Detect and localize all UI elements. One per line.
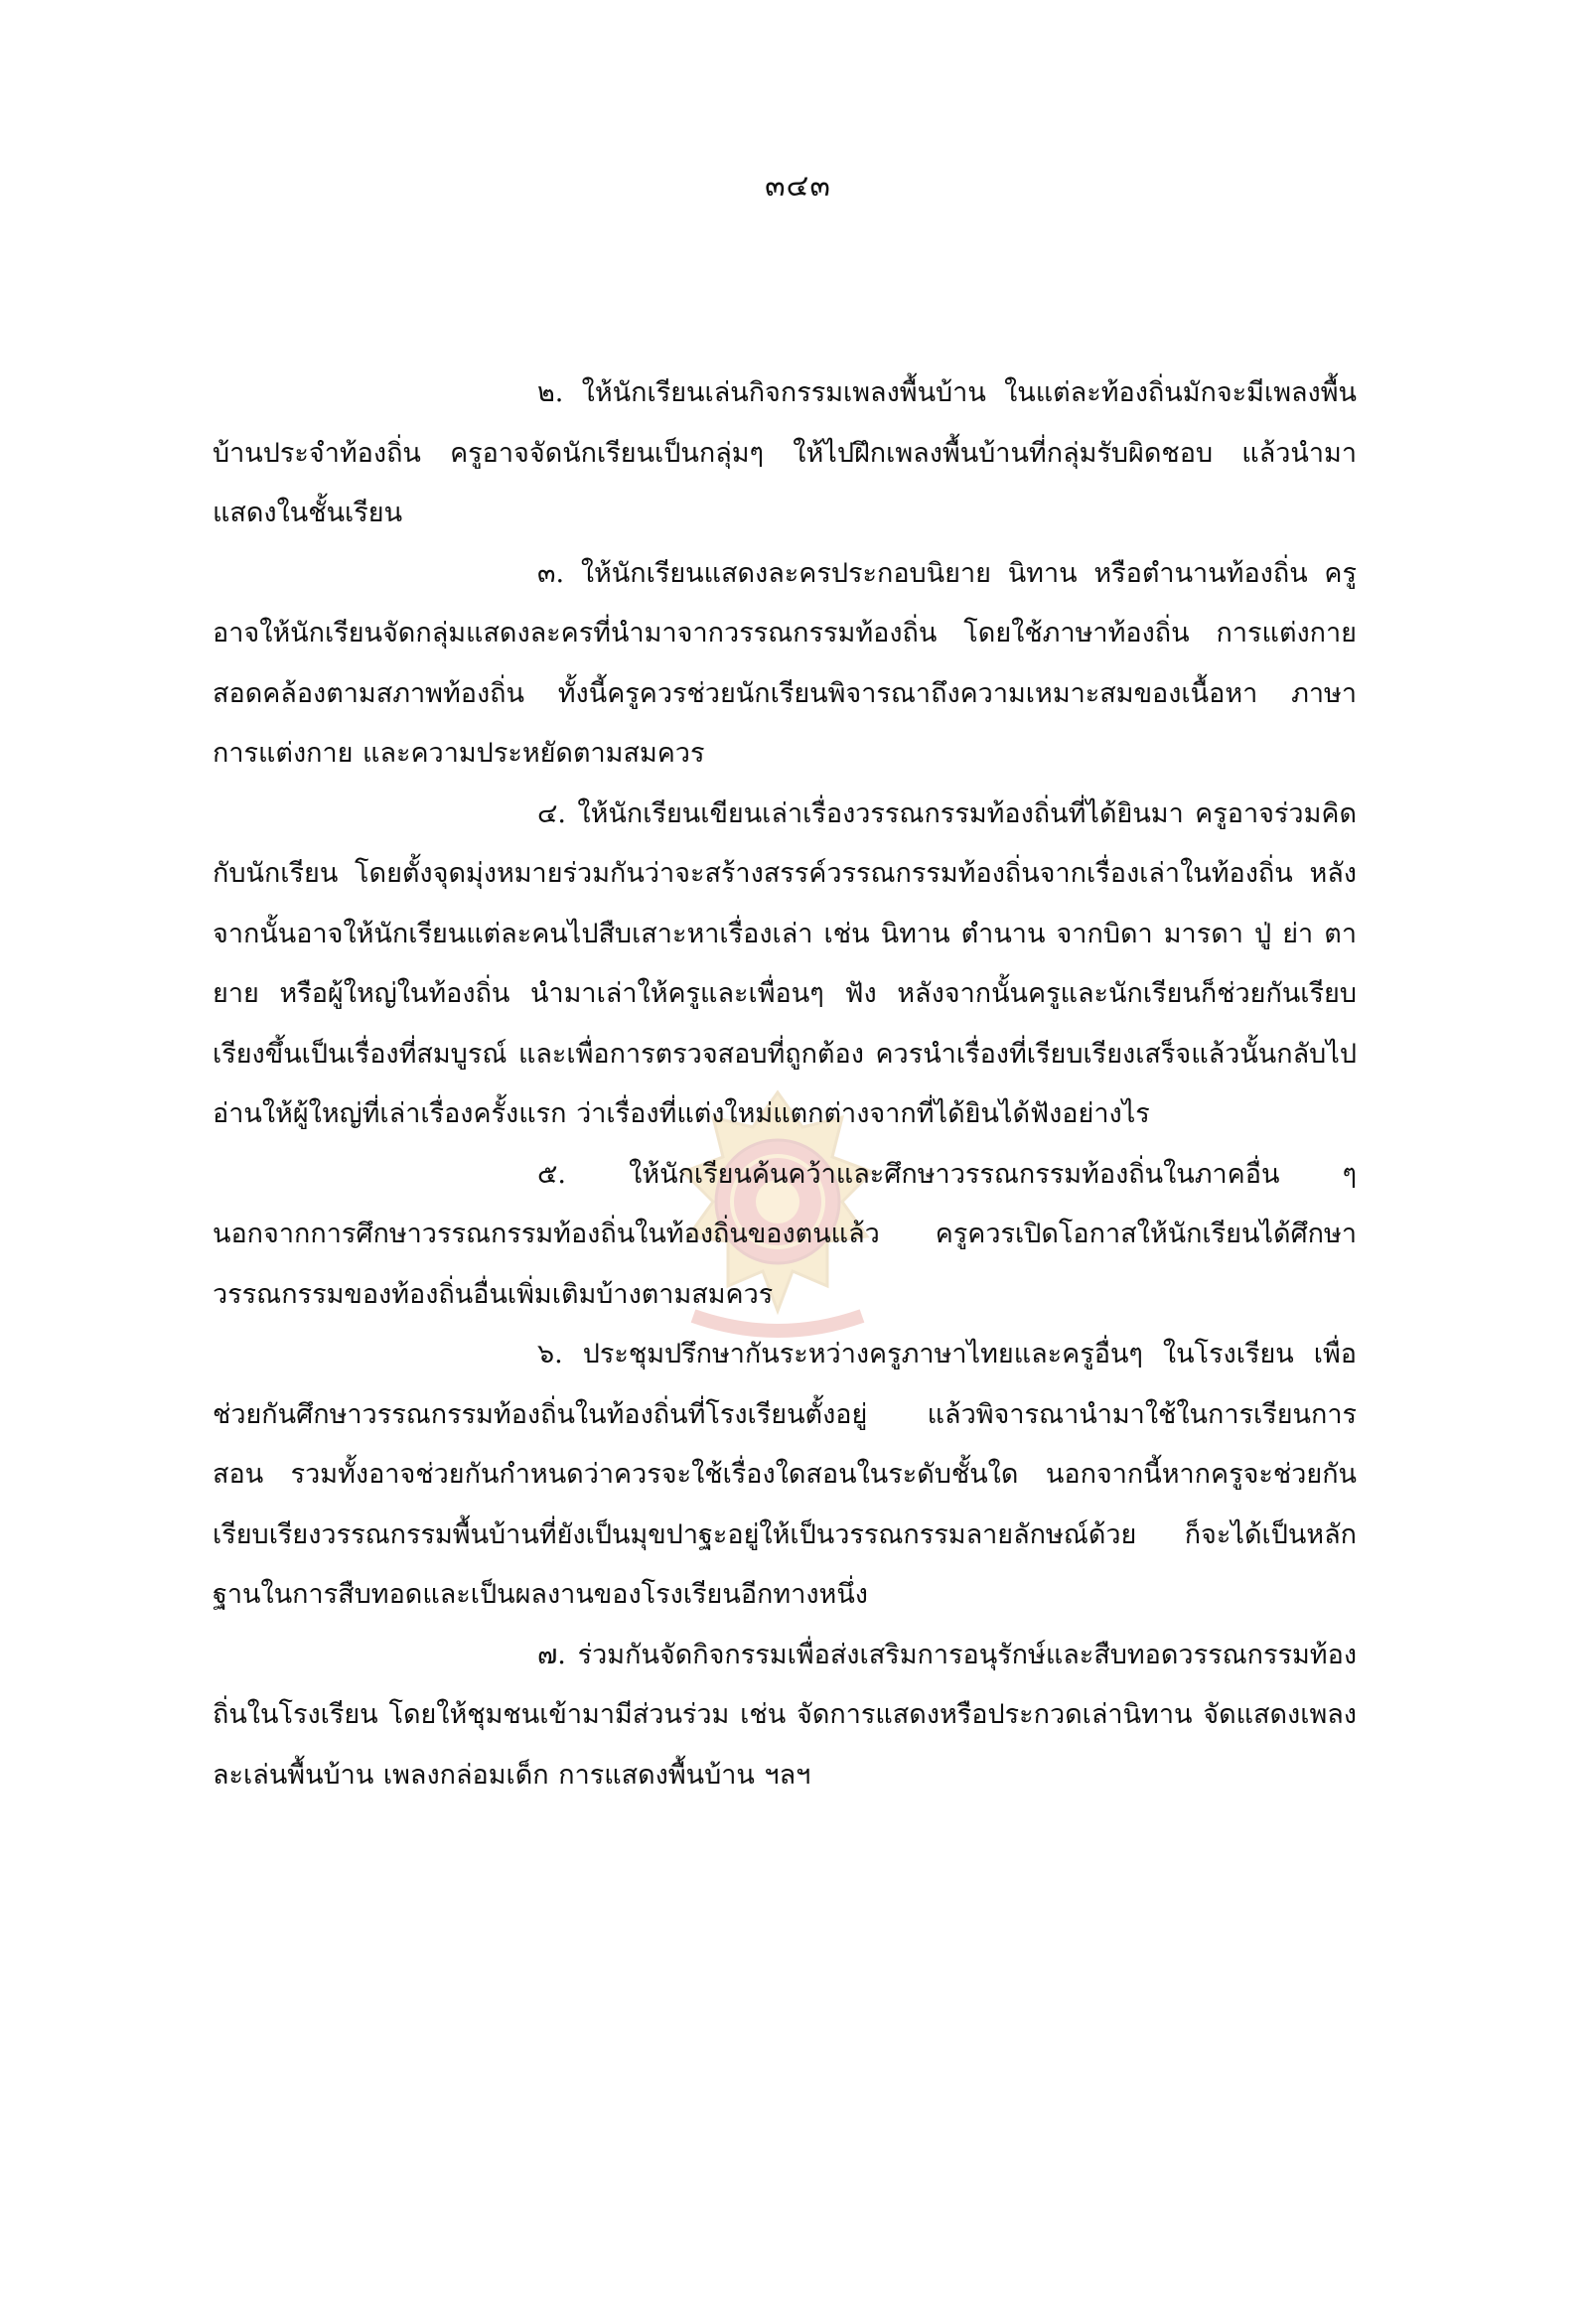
document-body: [213, 363, 1357, 1805]
paragraph-item-4: ๔. ให้นักเรียนเขียนเล่าเรื่องวรรณกรรมท้องถิ่นที่ได้ยินมา ครูอาจร่วมคิดกับนักเรียน โดยตั้งจุดมุ่งหมายร่วมกันว่าจะสร้างสรรค์วรรณกรรมท้องถิ่นจากเรื่องเล่าในท้องถิ่น หลังจากนั้นอาจให้นักเรียนแต่ละคนไปสืบเสาะหาเรื่องเล่า เช่น นิทาน ตำนาน จากบิดา มารดา ปู่ ย่า ตา ยาย หรือผู้ใหญ่ในท้องถิ่น นำมาเล่าให้ครูและเพื่อนๆ ฟัง หลังจากนั้นครูและนักเรียนก็ช่วยกันเรียบเรียงขึ้นเป็นเรื่องที่สมบูรณ์ และเพื่อการตรวจสอบที่ถูกต้อง ควรนำเรื่องที่เรียบเรียงเสร็จแล้วนั้นกลับไปอ่านให้ผู้ใหญ่ที่เล่าเรื่องครั้งแรก ว่าเรื่องที่แต่งใหม่แตกต่างจากที่ได้ยินได้ฟังอย่างไร: [213, 797, 1357, 1129]
paragraph-item-2: ๒. ให้นักเรียนเล่นกิจกรรมเพลงพื้นบ้าน ในแต่ละท้องถิ่นมักจะมีเพลงพื้นบ้านประจำท้องถิ่น ครูอาจจัดนักเรียนเป็นกลุ่มๆ ให้ไปฝึกเพลงพื้นบ้านที่กลุ่มรับผิดชอบ แล้วนำมาแสดงในชั้นเรียน: [213, 377, 1357, 528]
paragraph-item-7: ๗. ร่วมกันจัดกิจกรรมเพื่อส่งเสริมการอนุรักษ์และสืบทอดวรรณกรรมท้องถิ่นในโรงเรียน โดยให้ชุมชนเข้ามามีส่วนร่วม เช่น จัดการแสดงหรือประกวดเล่านิทาน จัดแสดงเพลงละเล่นพื้นบ้าน เพลงกล่อมเด็ก การแสดงพื้นบ้าน ฯลฯ: [213, 1639, 1357, 1791]
paragraph-item-5: ๕. ให้นักเรียนค้นคว้าและศึกษาวรรณกรรมท้องถิ่นในภาคอื่น ๆ นอกจากการศึกษาวรรณกรรมท้องถิ่นในท้องถิ่นของตนแล้ว ครูควรเปิดโอกาสให้นักเรียนได้ศึกษาวรรณกรรมของท้องถิ่นอื่นเพิ่มเติมบ้างตามสมควร: [213, 1158, 1357, 1310]
paragraph-item-3: ๓. ให้นักเรียนแสดงละครประกอบนิยาย นิทาน หรือตำนานท้องถิ่น ครูอาจให้นักเรียนจัดกลุ่มแสดงละครที่นำมาจากวรรณกรรมท้องถิ่น โดยใช้ภาษาท้องถิ่น การแต่งกายสอดคล้องตามสภาพท้องถิ่น ทั้งนี้ครูควรช่วยนักเรียนพิจารณาถึงความเหมาะสมของเนื้อหา ภาษา การแต่งกาย และความประหยัดตามสมควร: [213, 557, 1357, 769]
paragraph-item-6: ๖. ประชุมปรึกษากันระหว่างครูภาษาไทยและครูอื่นๆ ในโรงเรียน เพื่อช่วยกันศึกษาวรรณกรรมท้องถิ่นในท้องถิ่นที่โรงเรียนตั้งอยู่ แล้วพิจารณานำมาใช้ในการเรียนการสอน รวมทั้งอาจช่วยกันกำหนดว่าควรจะใช้เรื่องใดสอนในระดับชั้นใด นอกจากนี้หากครูจะช่วยกันเรียบเรียงวรรณกรรมพื้นบ้านที่ยังเป็นมุขปาฐะอยู่ให้เป็นวรรณกรรมลายลักษณ์ด้วย ก็จะได้เป็นหลักฐานในการสืบทอดและเป็นผลงานของโรงเรียนอีกทางหนึ่ง: [213, 1339, 1357, 1610]
page-number: ๓๔๓: [765, 169, 831, 204]
